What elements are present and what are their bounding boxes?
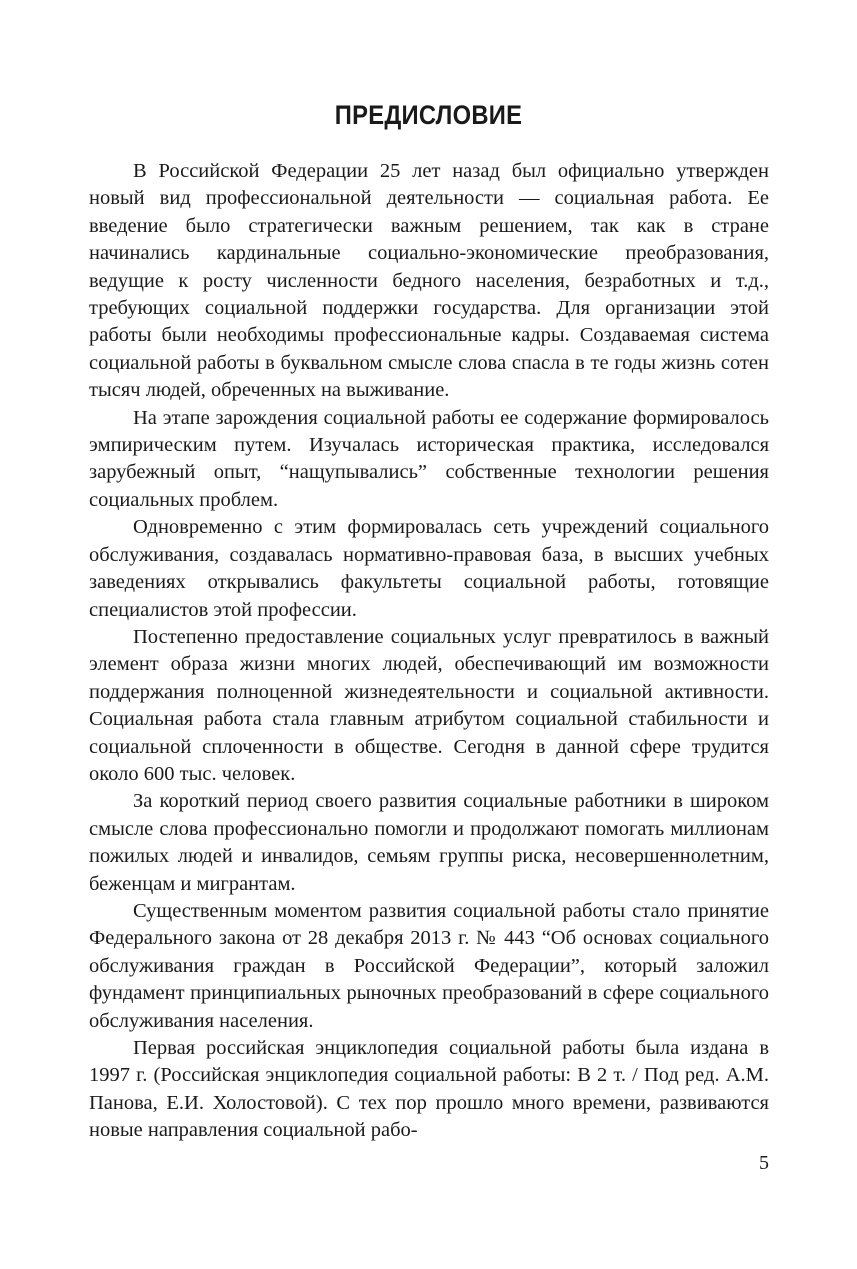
paragraph: В Российской Федерации 25 лет назад был официально утвержден новый вид профессиональной деятельности — социальная работа. Ее введение было стратегически важным решением, так как в стране начинались кардинальные социально-экономические преобразования, ведущие к росту численности бедного населения, безработных и т.д., требующих социальной поддержки государства. Для организации этой работы были необходимы профессиональные кадры. Создаваемая система социальной работы в буквальном смысле слова спасла в те годы жизнь сотен тысяч людей, обреченных на выживание. xyxy=(89,160,769,402)
paragraph: Одновременно с этим формировалась сеть учреждений социального обслуживания, создавалась нормативно-правовая база, в высших учебных заведениях открывались факультеты социальной работы, готовящие специалистов этой профессии. xyxy=(89,516,769,621)
page-number: 5 xyxy=(759,1152,769,1174)
preface-body xyxy=(89,158,769,1145)
paragraph: Первая российская энциклопедия социальной работы была издана в 1997 г. (Российская энциклопедия социальной работы: В 2 т. / Под ред. А.М. Панова, Е.И. Холостовой). С тех пор прошло много времени, развиваются новые направления социальной рабо- xyxy=(89,1037,769,1142)
page-title: ПРЕДИСЛОВИЕ xyxy=(334,100,523,130)
paragraph: Существенным моментом развития социальной работы стало принятие Федерального закона от 28 декабря 2013 г. № 443 “Об основах социального обслуживания граждан в Российской Федерации”, который заложил фундамент принципиальных рыночных преобразований в сфере социального обслуживания населения. xyxy=(89,899,769,1032)
paragraph: За короткий период своего развития социальные работники в широком смысле слова профессионально помогли и продолжают помогать миллионам пожилых людей и инвалидов, семьям группы риска, несовершеннолетним, беженцам и мигрантам. xyxy=(89,790,769,895)
paragraph: На этапе зарождения социальной работы ее содержание формировалось эмпирическим путем. Изучалась историческая практика, исследовался зарубежный опыт, “нащупывались” собственные технологии решения социальных проблем. xyxy=(89,406,769,511)
paragraph: Постепенно предоставление социальных услуг превратилось в важный элемент образа жизни многих людей, обеспечивающий им возможности поддержания полноценной жизнедеятельности и социальной активности. Социальная работа стала главным атрибутом социальной стабильности и социальной сплоченности в обществе. Сегодня в данной сфере трудится около 600 тыс. человек. xyxy=(89,625,769,785)
